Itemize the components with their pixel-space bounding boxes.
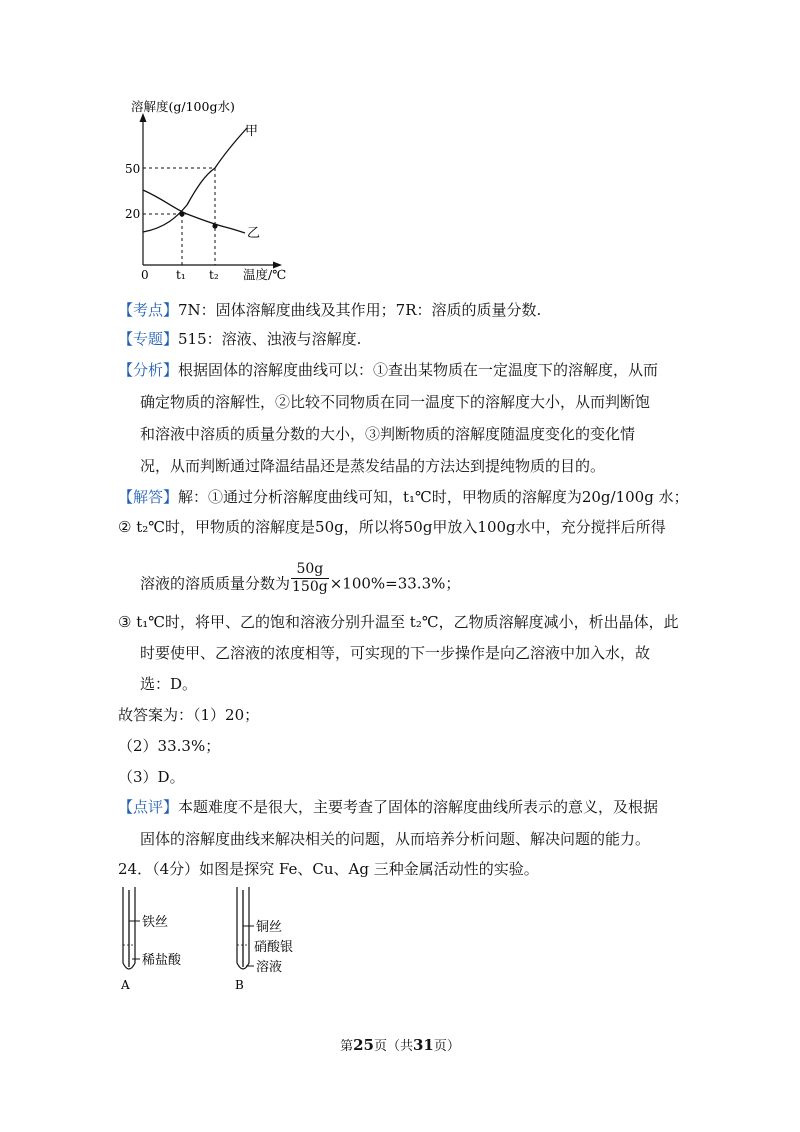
tube-a-label: A — [121, 978, 130, 992]
jieda-text-5: 时要使甲、乙溶液的浓度相等，可实现的下一步操作是向乙溶液中加入水，故 — [140, 644, 651, 662]
fenxi-text-2: 确定物质的溶解性，②比较不同物质在同一温度下的溶解度大小，从而判断饱 — [140, 393, 651, 411]
question-24 — [118, 859, 539, 879]
dianping-text-2: 固体的溶解度曲线来解决相关的问题，从而培养分析问题、解决问题的能力。 — [140, 830, 651, 848]
test-tube-b — [232, 885, 332, 995]
jieda-text-3-prefix: 溶液的溶质质量分数为 — [140, 574, 291, 593]
fenxi-line-2 — [140, 392, 650, 412]
fenxi-text-4: 况，从而判断通过降温结晶还是蒸发结晶的方法达到提纯物质的目的。 — [140, 457, 606, 475]
kaodian-text: 7N：固体溶解度曲线及其作用；7R：溶质的质量分数. — [178, 301, 542, 319]
fenxi-line-1 — [118, 360, 658, 380]
jieda-text-4: ③ t₁℃时，将甲、乙的饱和溶液分别升温至 t₂℃，乙物质溶解度减小，析出晶体，此 — [118, 613, 679, 631]
x-tick-t2: t₂ — [209, 268, 219, 282]
answers-title — [118, 705, 259, 725]
dianping-text-1: 本题难度不是很大，主要考查了固体的溶解度曲线所表示的意义，及根据 — [178, 798, 659, 816]
kaodian-tag: 【考点】 — [118, 301, 179, 319]
dianping-line-2 — [140, 829, 650, 849]
answer-1: 故答案为：（1）20； — [118, 706, 260, 724]
dianping-line-1 — [118, 797, 658, 817]
yi-t2-point — [212, 223, 217, 228]
footer-total-pages: 31 — [413, 1036, 434, 1054]
x-axis-label: 温度/℃ — [243, 267, 287, 282]
fraction-numerator: 50g — [291, 561, 329, 579]
zhuanti-text: 515：溶液、浊液与溶解度. — [178, 330, 362, 348]
page-footer — [0, 1035, 800, 1054]
jieda-text-1: 解：①通过分析溶解度曲线可知，t₁℃时，甲物质的溶解度为20g/100g 水； — [178, 488, 689, 506]
fenxi-text-1: 根据固体的溶解度曲线可以：①查出某物质在一定温度下的溶解度，从而 — [178, 361, 659, 379]
curve-yi — [143, 190, 245, 233]
footer-suffix: 页） — [433, 1039, 460, 1054]
solubility-chart — [125, 95, 305, 285]
jieda-text-3-suffix: ×100%=33.3%； — [329, 574, 461, 593]
x-tick-t1: t₁ — [176, 268, 186, 282]
fenxi-text-3: 和溶液中溶质的质量分数的大小，③判断物质的溶解度随温度变化的变化情 — [140, 425, 636, 443]
jieda-line-5 — [140, 643, 650, 663]
fenxi-tag: 【分析】 — [118, 361, 179, 379]
tube-a-wire-label: 铁丝 — [142, 915, 169, 930]
jieda-line-4 — [118, 612, 679, 632]
jieda-text-2: ② t₂℃时，甲物质的溶解度是50g，所以将50g甲放入100g水中，充分搅拌后所得 — [118, 518, 666, 536]
tube-b-liquid-label-2: 溶液 — [256, 960, 283, 975]
curve-jia-label: 甲 — [245, 124, 259, 139]
y-tick-20: 20 — [125, 207, 141, 221]
jieda-line-3 — [140, 561, 461, 602]
tube-a-liquid-label: 稀盐酸 — [142, 953, 182, 968]
footer-prefix: 第 — [340, 1039, 354, 1054]
dianping-tag: 【点评】 — [118, 798, 179, 816]
tube-b-wire-label: 铜丝 — [256, 920, 283, 935]
curve-yi-label: 乙 — [247, 226, 261, 241]
footer-page-number: 25 — [353, 1036, 374, 1054]
fraction-denominator: 150g — [292, 579, 328, 595]
answers-line-2 — [118, 736, 220, 756]
y-axis-arrow — [140, 113, 147, 122]
jieda-line-2 — [118, 517, 666, 537]
fenxi-line-4 — [140, 456, 605, 476]
answers-line-3 — [118, 767, 185, 787]
y-tick-50: 50 — [125, 162, 141, 176]
kaodian-line — [118, 300, 541, 320]
question-24-text: 24．（4分）如图是探究 Fe、Cu、Ag 三种金属活动性的实验。 — [118, 860, 539, 878]
answer-3: （3）D。 — [118, 768, 185, 786]
tube-b-liquid-label-1: 硝酸银 — [254, 940, 294, 955]
jieda-tag: 【解答】 — [118, 488, 179, 506]
jieda-line-6 — [140, 674, 197, 694]
zhuanti-line — [118, 329, 361, 349]
fenxi-line-3 — [140, 424, 635, 444]
test-tube-a — [118, 885, 218, 995]
tube-b-label: B — [235, 978, 244, 992]
origin-label: 0 — [141, 268, 149, 282]
jieda-line-1 — [118, 487, 689, 507]
intersection-point — [179, 211, 184, 216]
y-axis-label: 溶解度(g/100g水) — [131, 99, 235, 114]
zhuanti-tag: 【专题】 — [118, 330, 179, 348]
footer-mid: 页（共 — [373, 1039, 413, 1054]
answer-2: （2）33.3%； — [118, 737, 221, 755]
jieda-text-6: 选：D。 — [140, 675, 198, 693]
mass-fraction-formula — [291, 561, 329, 596]
